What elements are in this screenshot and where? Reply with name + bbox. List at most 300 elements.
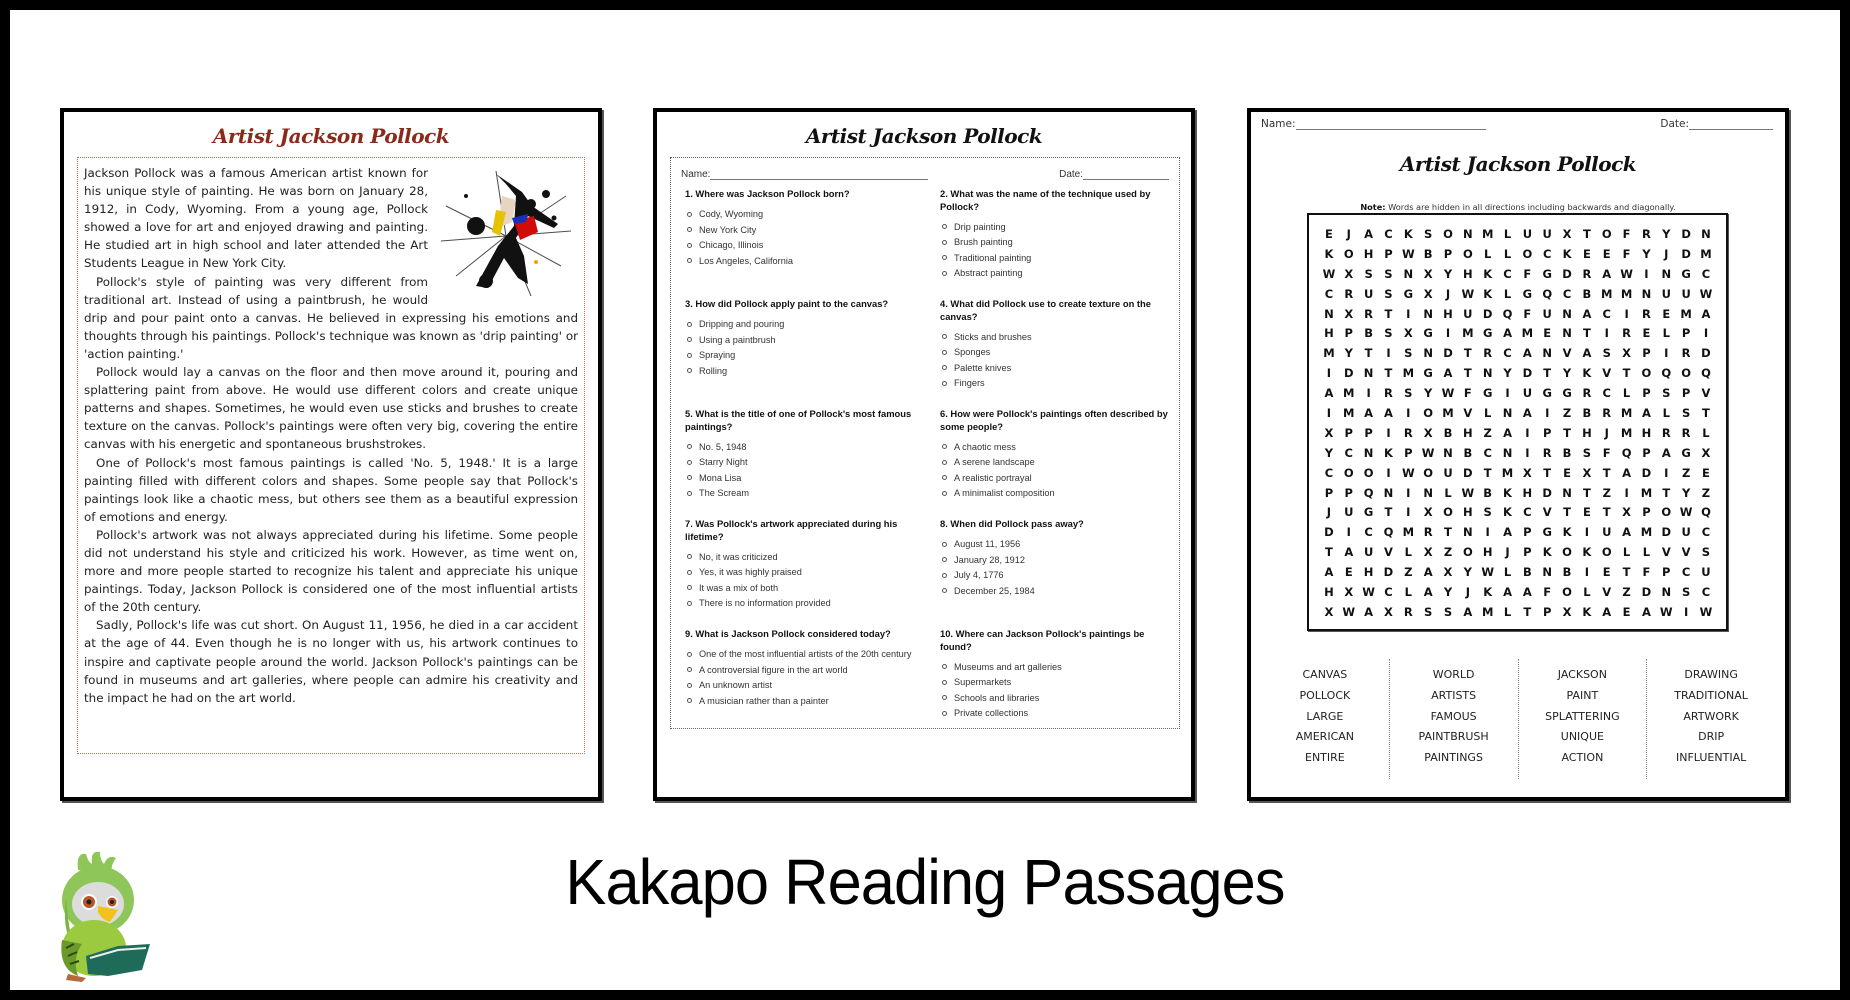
grid-letter[interactable]: Y: [1662, 226, 1671, 241]
grid-letter[interactable]: T: [1523, 604, 1532, 619]
grid-letter[interactable]: D: [1324, 525, 1334, 540]
grid-letter[interactable]: M: [1323, 346, 1335, 361]
radio-circle-icon[interactable]: [942, 460, 947, 465]
grid-letter[interactable]: X: [1423, 286, 1433, 301]
grid-letter[interactable]: V: [1701, 386, 1711, 401]
answer-option[interactable]: [940, 360, 1169, 376]
grid-letter[interactable]: J: [1326, 505, 1332, 520]
grid-letter[interactable]: K: [1383, 445, 1393, 460]
grid-letter[interactable]: N: [1463, 226, 1473, 241]
grid-letter[interactable]: A: [1324, 565, 1334, 580]
grid-letter[interactable]: G: [1363, 505, 1374, 520]
grid-letter[interactable]: O: [1443, 505, 1453, 520]
grid-letter[interactable]: I: [1386, 425, 1391, 440]
grid-letter[interactable]: N: [1502, 445, 1513, 460]
grid-letter[interactable]: T: [1622, 565, 1631, 580]
grid-letter[interactable]: L: [1503, 604, 1512, 619]
grid-letter[interactable]: W: [1342, 604, 1356, 619]
grid-letter[interactable]: O: [1343, 246, 1354, 261]
grid-letter[interactable]: A: [1423, 565, 1433, 580]
answer-option[interactable]: [685, 693, 914, 709]
grid-letter[interactable]: D: [1542, 485, 1552, 500]
grid-letter[interactable]: G: [1522, 286, 1533, 301]
grid-letter[interactable]: T: [1324, 545, 1333, 560]
grid-letter[interactable]: I: [1406, 505, 1411, 520]
grid-letter[interactable]: I: [1703, 326, 1709, 341]
grid-letter[interactable]: I: [1406, 485, 1411, 500]
grid-letter[interactable]: F: [1622, 226, 1631, 241]
grid-letter[interactable]: K: [1483, 266, 1493, 281]
grid-letter[interactable]: Q: [1621, 445, 1632, 460]
grid-letter[interactable]: N: [1502, 405, 1513, 420]
grid-letter[interactable]: L: [1503, 246, 1512, 261]
grid-letter[interactable]: A: [1522, 584, 1532, 599]
grid-letter[interactable]: I: [1664, 346, 1669, 361]
grid-letter[interactable]: S: [1582, 445, 1592, 460]
grid-letter[interactable]: C: [1562, 286, 1572, 301]
grid-letter[interactable]: H: [1463, 505, 1473, 520]
grid-letter[interactable]: E: [1662, 306, 1671, 321]
grid-letter[interactable]: J: [1664, 246, 1669, 261]
grid-letter[interactable]: X: [1403, 326, 1413, 341]
grid-letter[interactable]: M: [1501, 465, 1514, 480]
grid-letter[interactable]: X: [1324, 604, 1334, 619]
grid-letter[interactable]: I: [1584, 565, 1590, 580]
grid-letter[interactable]: A: [1503, 425, 1512, 440]
grid-letter[interactable]: P: [1642, 505, 1651, 520]
grid-letter[interactable]: I: [1525, 445, 1530, 460]
grid-letter[interactable]: X: [1384, 604, 1393, 619]
grid-letter[interactable]: I: [1326, 366, 1332, 381]
radio-circle-icon[interactable]: [687, 460, 692, 465]
grid-letter[interactable]: O: [1423, 465, 1434, 480]
grid-letter[interactable]: I: [1545, 405, 1550, 420]
grid-letter[interactable]: B: [1562, 565, 1572, 580]
grid-letter[interactable]: T: [1444, 525, 1452, 540]
grid-letter[interactable]: P: [1344, 485, 1353, 500]
radio-circle-icon[interactable]: [942, 695, 947, 700]
grid-letter[interactable]: S: [1404, 386, 1413, 401]
answer-option[interactable]: [685, 207, 914, 223]
grid-letter[interactable]: V: [1463, 405, 1473, 420]
grid-letter[interactable]: I: [1386, 465, 1391, 480]
grid-letter[interactable]: G: [1423, 366, 1433, 381]
grid-letter[interactable]: D: [1641, 584, 1652, 599]
grid-letter[interactable]: R: [1423, 525, 1433, 540]
radio-circle-icon[interactable]: [687, 322, 692, 327]
grid-letter[interactable]: N: [1542, 346, 1553, 361]
grid-letter[interactable]: N: [1562, 485, 1572, 500]
grid-letter[interactable]: D: [1681, 226, 1691, 241]
grid-letter[interactable]: M: [1620, 425, 1633, 440]
grid-letter[interactable]: S: [1384, 326, 1393, 341]
grid-letter[interactable]: U: [1363, 286, 1374, 301]
grid-letter[interactable]: S: [1423, 226, 1433, 241]
grid-letter[interactable]: K: [1582, 366, 1592, 381]
grid-letter[interactable]: E: [1582, 246, 1591, 261]
grid-letter[interactable]: K: [1483, 286, 1493, 301]
answer-option[interactable]: [940, 455, 1169, 471]
grid-letter[interactable]: S: [1662, 386, 1671, 401]
radio-circle-icon[interactable]: [687, 570, 692, 575]
grid-letter[interactable]: A: [1463, 604, 1473, 619]
grid-letter[interactable]: I: [1664, 465, 1669, 480]
grid-letter[interactable]: I: [1485, 525, 1490, 540]
grid-letter[interactable]: C: [1384, 584, 1393, 599]
radio-circle-icon[interactable]: [687, 652, 692, 657]
grid-letter[interactable]: O: [1681, 366, 1691, 381]
grid-letter[interactable]: W: [1401, 465, 1415, 480]
grid-letter[interactable]: M: [1343, 405, 1355, 420]
grid-letter[interactable]: X: [1582, 465, 1592, 480]
grid-letter[interactable]: X: [1701, 445, 1711, 460]
grid-letter[interactable]: G: [1542, 525, 1552, 540]
grid-letter[interactable]: I: [1326, 405, 1332, 420]
grid-letter[interactable]: L: [1702, 425, 1710, 440]
grid-letter[interactable]: F: [1463, 386, 1472, 401]
grid-letter[interactable]: I: [1505, 386, 1510, 401]
grid-letter[interactable]: L: [1404, 584, 1412, 599]
radio-circle-icon[interactable]: [687, 475, 692, 480]
grid-letter[interactable]: C: [1701, 584, 1711, 599]
grid-letter[interactable]: V: [1384, 545, 1393, 560]
grid-letter[interactable]: Y: [1503, 366, 1512, 381]
radio-circle-icon[interactable]: [687, 258, 692, 263]
grid-letter[interactable]: I: [1644, 266, 1649, 281]
grid-letter[interactable]: L: [1444, 485, 1452, 500]
grid-letter[interactable]: Z: [1443, 545, 1453, 560]
grid-letter[interactable]: L: [1662, 405, 1670, 420]
grid-letter[interactable]: J: [1465, 584, 1470, 599]
grid-letter[interactable]: R: [1403, 604, 1413, 619]
grid-letter[interactable]: H: [1324, 584, 1334, 599]
answer-option[interactable]: [685, 363, 914, 379]
grid-letter[interactable]: X: [1522, 465, 1532, 480]
grid-letter[interactable]: D: [1443, 346, 1453, 361]
answer-option[interactable]: [685, 317, 914, 333]
grid-letter[interactable]: D: [1482, 306, 1493, 321]
grid-letter[interactable]: T: [1582, 485, 1591, 500]
grid-letter[interactable]: B: [1423, 246, 1433, 261]
grid-letter[interactable]: N: [1701, 226, 1711, 241]
answer-option[interactable]: [685, 662, 914, 678]
radio-circle-icon[interactable]: [942, 271, 947, 276]
grid-letter[interactable]: K: [1562, 525, 1572, 540]
grid-letter[interactable]: K: [1562, 246, 1572, 261]
grid-letter[interactable]: N: [1641, 286, 1652, 301]
grid-letter[interactable]: W: [1679, 505, 1693, 520]
grid-letter[interactable]: K: [1503, 485, 1512, 500]
grid-letter[interactable]: Q: [1661, 366, 1672, 381]
grid-letter[interactable]: W: [1481, 565, 1495, 580]
radio-circle-icon[interactable]: [687, 368, 692, 373]
radio-circle-icon[interactable]: [942, 255, 947, 260]
grid-letter[interactable]: A: [1602, 604, 1612, 619]
radio-circle-icon[interactable]: [687, 698, 692, 703]
grid-letter[interactable]: H: [1582, 425, 1592, 440]
grid-letter[interactable]: A: [1324, 386, 1334, 401]
radio-circle-icon[interactable]: [687, 353, 692, 358]
grid-letter[interactable]: D: [1343, 366, 1354, 381]
answer-option[interactable]: [685, 332, 914, 348]
grid-letter[interactable]: H: [1482, 545, 1493, 560]
grid-letter[interactable]: T: [1622, 366, 1631, 381]
grid-letter[interactable]: O: [1601, 226, 1612, 241]
grid-letter[interactable]: E: [1563, 465, 1571, 480]
grid-letter[interactable]: I: [1406, 306, 1411, 321]
radio-circle-icon[interactable]: [687, 554, 692, 559]
grid-letter[interactable]: D: [1701, 346, 1711, 361]
grid-letter[interactable]: G: [1681, 445, 1691, 460]
grid-letter[interactable]: T: [1563, 505, 1571, 520]
grid-letter[interactable]: K: [1582, 545, 1592, 560]
grid-letter[interactable]: M: [1442, 405, 1454, 420]
grid-letter[interactable]: T: [1543, 465, 1552, 480]
grid-letter[interactable]: K: [1403, 226, 1413, 241]
grid-letter[interactable]: Q: [1701, 505, 1711, 520]
grid-letter[interactable]: N: [1423, 485, 1433, 500]
grid-letter[interactable]: O: [1462, 246, 1473, 261]
answer-option[interactable]: [940, 235, 1169, 251]
grid-letter[interactable]: B: [1582, 405, 1592, 420]
grid-letter[interactable]: T: [1483, 465, 1492, 480]
grid-letter[interactable]: A: [1384, 405, 1393, 420]
grid-letter[interactable]: N: [1324, 306, 1334, 321]
grid-letter[interactable]: T: [1463, 346, 1472, 361]
grid-letter[interactable]: X: [1423, 266, 1433, 281]
grid-letter[interactable]: E: [1642, 326, 1651, 341]
grid-letter[interactable]: F: [1642, 565, 1651, 580]
grid-letter[interactable]: T: [1384, 306, 1393, 321]
radio-circle-icon[interactable]: [687, 667, 692, 672]
grid-letter[interactable]: A: [1364, 226, 1374, 241]
grid-letter[interactable]: Q: [1383, 525, 1394, 540]
grid-letter[interactable]: B: [1364, 326, 1373, 341]
grid-letter[interactable]: Y: [1443, 584, 1453, 599]
grid-letter[interactable]: L: [1583, 584, 1591, 599]
grid-letter[interactable]: I: [1386, 346, 1391, 361]
grid-letter[interactable]: X: [1344, 306, 1354, 321]
grid-letter[interactable]: E: [1543, 326, 1552, 341]
grid-letter[interactable]: A: [1602, 266, 1612, 281]
grid-letter[interactable]: D: [1383, 565, 1394, 580]
radio-circle-icon[interactable]: [687, 683, 692, 688]
grid-letter[interactable]: L: [1503, 286, 1512, 301]
grid-letter[interactable]: V: [1562, 346, 1572, 361]
grid-letter[interactable]: A: [1503, 525, 1512, 540]
grid-letter[interactable]: N: [1363, 445, 1374, 460]
grid-letter[interactable]: N: [1463, 525, 1473, 540]
grid-letter[interactable]: Y: [1642, 246, 1651, 261]
grid-letter[interactable]: S: [1701, 545, 1711, 560]
grid-letter[interactable]: L: [1484, 405, 1492, 420]
grid-letter[interactable]: W: [1401, 246, 1415, 261]
grid-letter[interactable]: N: [1423, 306, 1433, 321]
answer-option[interactable]: [940, 690, 1169, 706]
grid-letter[interactable]: D: [1661, 525, 1672, 540]
grid-letter[interactable]: E: [1324, 226, 1333, 241]
grid-letter[interactable]: A: [1701, 306, 1711, 321]
grid-letter[interactable]: B: [1562, 445, 1572, 460]
grid-letter[interactable]: S: [1681, 405, 1691, 420]
grid-letter[interactable]: P: [1523, 545, 1532, 560]
grid-letter[interactable]: P: [1681, 386, 1691, 401]
grid-letter[interactable]: A: [1503, 584, 1512, 599]
grid-letter[interactable]: F: [1523, 266, 1532, 281]
grid-letter[interactable]: C: [1344, 445, 1353, 460]
grid-letter[interactable]: L: [1662, 326, 1670, 341]
grid-letter[interactable]: L: [1404, 545, 1412, 560]
grid-letter[interactable]: W: [1362, 584, 1375, 599]
grid-letter[interactable]: A: [1364, 405, 1374, 420]
grid-letter[interactable]: V: [1542, 505, 1552, 520]
radio-circle-icon[interactable]: [942, 557, 947, 562]
grid-letter[interactable]: X: [1562, 604, 1572, 619]
grid-letter[interactable]: F: [1602, 445, 1611, 460]
grid-letter[interactable]: S: [1384, 286, 1393, 301]
grid-letter[interactable]: V: [1602, 584, 1612, 599]
grid-letter[interactable]: F: [1523, 306, 1532, 321]
grid-letter[interactable]: S: [1404, 346, 1413, 361]
grid-letter[interactable]: W: [1441, 386, 1455, 401]
grid-letter[interactable]: O: [1423, 405, 1434, 420]
grid-letter[interactable]: P: [1384, 246, 1393, 261]
grid-letter[interactable]: U: [1463, 306, 1473, 321]
grid-letter[interactable]: C: [1364, 525, 1373, 540]
radio-circle-icon[interactable]: [687, 444, 692, 449]
grid-letter[interactable]: P: [1344, 326, 1353, 341]
grid-letter[interactable]: M: [1402, 366, 1415, 381]
grid-letter[interactable]: X: [1622, 505, 1632, 520]
grid-letter[interactable]: H: [1463, 266, 1473, 281]
grid-letter[interactable]: J: [1445, 286, 1451, 301]
grid-letter[interactable]: T: [1582, 326, 1591, 341]
grid-letter[interactable]: R: [1582, 266, 1592, 281]
grid-letter[interactable]: Q: [1363, 485, 1374, 500]
grid-letter[interactable]: X: [1423, 425, 1433, 440]
grid-letter[interactable]: N: [1661, 584, 1672, 599]
grid-letter[interactable]: T: [1384, 366, 1393, 381]
grid-letter[interactable]: M: [1620, 286, 1633, 301]
grid-letter[interactable]: A: [1364, 604, 1374, 619]
grid-letter[interactable]: Y: [1443, 266, 1453, 281]
answer-option[interactable]: [685, 253, 914, 269]
radio-circle-icon[interactable]: [942, 350, 947, 355]
grid-letter[interactable]: C: [1542, 246, 1552, 261]
grid-letter[interactable]: U: [1661, 286, 1671, 301]
grid-letter[interactable]: R: [1641, 306, 1651, 321]
grid-letter[interactable]: L: [1622, 386, 1631, 401]
grid-letter[interactable]: S: [1423, 604, 1433, 619]
grid-letter[interactable]: O: [1443, 226, 1453, 241]
radio-circle-icon[interactable]: [942, 334, 947, 339]
grid-letter[interactable]: W: [1322, 266, 1336, 281]
grid-letter[interactable]: A: [1344, 545, 1354, 560]
grid-letter[interactable]: A: [1641, 405, 1651, 420]
grid-letter[interactable]: E: [1622, 604, 1631, 619]
grid-letter[interactable]: U: [1701, 565, 1711, 580]
grid-letter[interactable]: I: [1624, 485, 1629, 500]
grid-letter[interactable]: D: [1681, 246, 1691, 261]
answer-option[interactable]: [940, 219, 1169, 235]
grid-letter[interactable]: U: [1681, 286, 1691, 301]
radio-circle-icon[interactable]: [942, 475, 947, 480]
grid-letter[interactable]: R: [1602, 405, 1612, 420]
grid-letter[interactable]: O: [1562, 545, 1572, 560]
grid-letter[interactable]: K: [1324, 246, 1334, 261]
grid-letter[interactable]: Z: [1681, 465, 1691, 480]
grid-letter[interactable]: Q: [1701, 366, 1711, 381]
grid-letter[interactable]: R: [1641, 226, 1651, 241]
grid-letter[interactable]: G: [1403, 286, 1414, 301]
grid-letter[interactable]: F: [1543, 584, 1552, 599]
grid-letter[interactable]: N: [1562, 326, 1572, 341]
grid-letter[interactable]: N: [1363, 366, 1374, 381]
ws-name-field[interactable]: [1261, 118, 1486, 130]
grid-letter[interactable]: S: [1443, 604, 1453, 619]
grid-letter[interactable]: N: [1562, 306, 1572, 321]
radio-circle-icon[interactable]: [942, 224, 947, 229]
quiz-date-field[interactable]: [1059, 169, 1169, 180]
grid-letter[interactable]: R: [1681, 346, 1691, 361]
grid-letter[interactable]: M: [1521, 326, 1534, 341]
grid-letter[interactable]: T: [1563, 425, 1571, 440]
radio-circle-icon[interactable]: [687, 227, 692, 232]
grid-letter[interactable]: C: [1483, 445, 1492, 460]
answer-option[interactable]: [940, 439, 1169, 455]
grid-letter[interactable]: A: [1622, 525, 1632, 540]
grid-letter[interactable]: X: [1423, 505, 1433, 520]
grid-letter[interactable]: N: [1423, 346, 1433, 361]
grid-letter[interactable]: M: [1343, 386, 1355, 401]
grid-letter[interactable]: O: [1462, 545, 1473, 560]
answer-option[interactable]: [940, 345, 1169, 361]
grid-letter[interactable]: I: [1624, 306, 1629, 321]
grid-letter[interactable]: Y: [1562, 366, 1572, 381]
answer-option[interactable]: [940, 470, 1169, 486]
grid-letter[interactable]: J: [1604, 425, 1609, 440]
answer-option[interactable]: [685, 455, 914, 471]
answer-option[interactable]: [940, 552, 1169, 568]
grid-letter[interactable]: U: [1363, 545, 1374, 560]
answer-option[interactable]: [685, 596, 914, 612]
radio-circle-icon[interactable]: [942, 664, 947, 669]
grid-letter[interactable]: P: [1662, 565, 1671, 580]
grid-letter[interactable]: T: [1602, 465, 1611, 480]
answer-option[interactable]: [940, 583, 1169, 599]
answer-option[interactable]: [940, 329, 1169, 345]
grid-letter[interactable]: R: [1344, 286, 1354, 301]
grid-letter[interactable]: T: [1662, 485, 1671, 500]
grid-letter[interactable]: B: [1582, 286, 1592, 301]
grid-letter[interactable]: F: [1622, 246, 1631, 261]
grid-letter[interactable]: A: [1582, 306, 1592, 321]
grid-letter[interactable]: Z: [1562, 405, 1572, 420]
grid-letter[interactable]: W: [1699, 604, 1713, 619]
grid-letter[interactable]: Z: [1602, 485, 1611, 500]
grid-letter[interactable]: P: [1542, 604, 1552, 619]
ws-date-field[interactable]: [1660, 118, 1773, 130]
answer-option[interactable]: [940, 675, 1169, 691]
grid-letter[interactable]: S: [1681, 584, 1691, 599]
radio-circle-icon[interactable]: [942, 491, 947, 496]
grid-letter[interactable]: C: [1503, 346, 1512, 361]
grid-letter[interactable]: C: [1602, 306, 1611, 321]
grid-letter[interactable]: V: [1602, 366, 1612, 381]
grid-letter[interactable]: M: [1640, 485, 1653, 500]
grid-letter[interactable]: V: [1681, 545, 1691, 560]
answer-option[interactable]: [685, 222, 914, 238]
